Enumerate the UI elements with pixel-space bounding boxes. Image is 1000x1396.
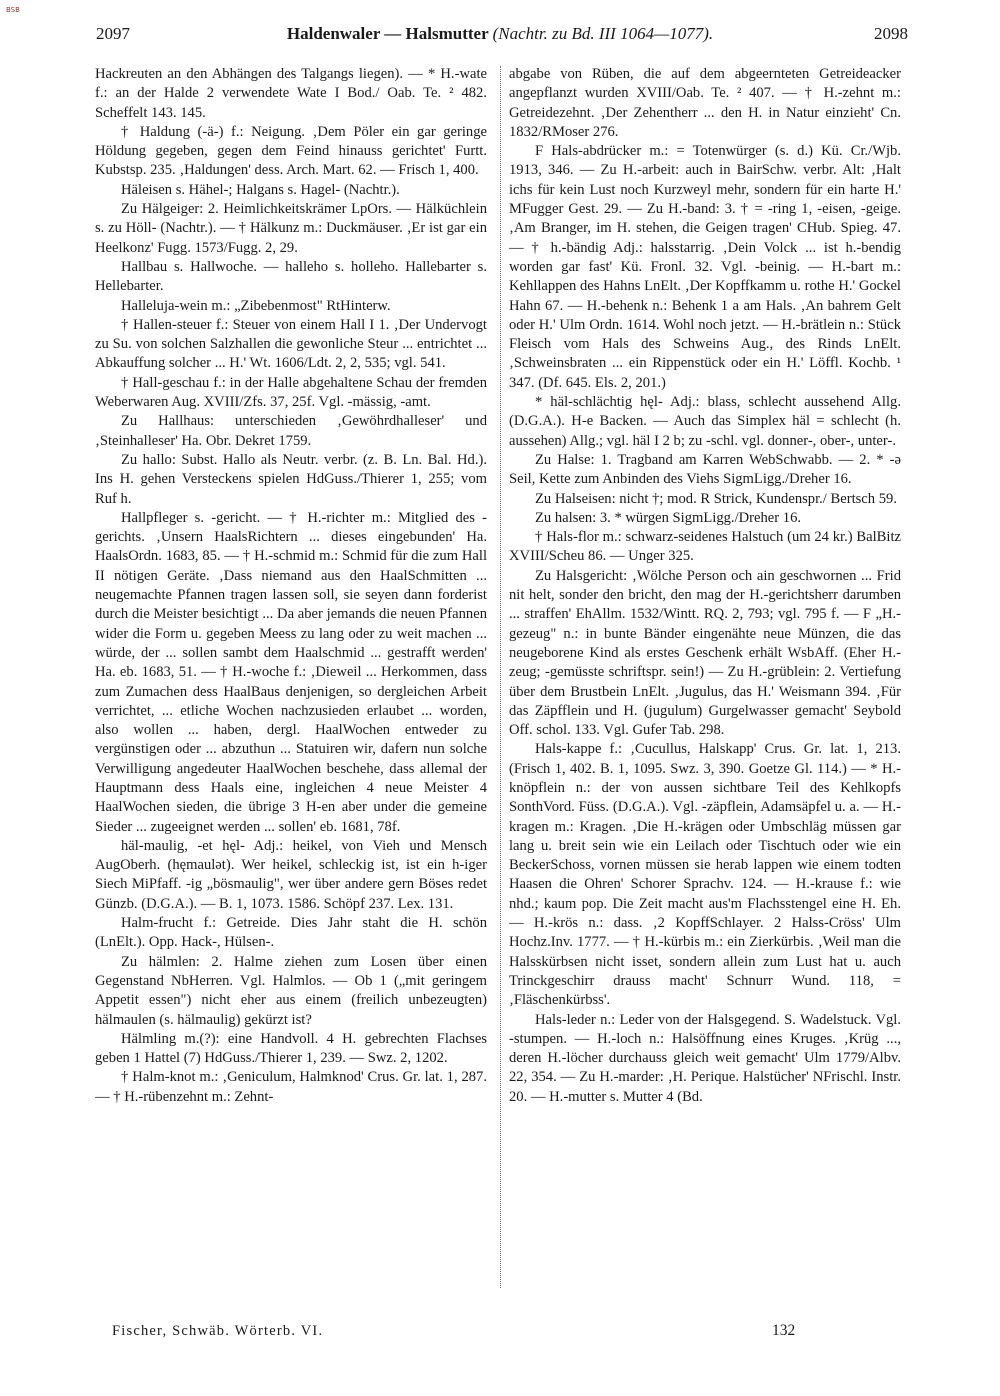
entry: Zu Halse: 1. Tragband am Karren WebSchwabb. — 2. * -ə Seil, Kette zum Anbinden des Viehs SigmLigg./Dreher 16.	[509, 451, 901, 488]
entry: Zu Hälgeiger: 2. Heimlichkeitskrämer LpOrs. — Hälküchlein s. zu Höll- (Nachtr.). — † Hälkunz m.: Duckmäuser. ‚Er ist gar ein Heelkonz' Fugg. 1573/Fugg. 2, 29.	[95, 201, 487, 256]
column-divider	[500, 66, 501, 1288]
entry: † Haldung (-ä-) f.: Neigung. ‚Dem Pöler ein gar geringe Höldung gegeben, gegen dem Feind hinauss gerichtet' Furtt. Kubstsp. 235. ‚Haldungen' dess. Arch. Mart. 62. — Frisch 1, 400.	[95, 123, 487, 179]
entry: * häl-schlächtig hęl- Adj.: blass, schlecht aussehend Allg. (D.G.A.). H-e Backen. — Auch das Simplex häl = schlecht (h. aussehen) Allg.; vgl. häl I 2 b; zu -schl. vgl. donner-, ober-, unter-.	[509, 394, 901, 449]
entry: Zu Halseisen: nicht †; mod. R Strick, Kundenspr./ Bertsch 59.	[535, 490, 897, 507]
page-number-left: 2097	[96, 24, 130, 43]
entry: abgabe von Rüben, die auf dem abgeernteten Getreideacker angepflanzt wurden XVIII/Oab. Te. ² 407. — † H.-zehnt m.: Getreidezehnt. ‚Der Zehentherr ... den H. in Natur einzieht' Cn. 1832/RMoser 276.	[509, 66, 901, 140]
entry: Halleluja-wein m.: „Zibebenmost" RtHinterw.	[121, 297, 391, 314]
entry: Hackreuten an den Abhängen des Talgangs liegen). — * H.-wate f.: an der Halde 2 verwendete Wate I Bod./ Oab. Te. ² 482. Scheffelt 143. 145.	[95, 66, 487, 121]
entry: Halm-frucht f.: Getreide. Dies Jahr staht die H. schön (LnElt.). Opp. Hack-, Hülsen-.	[95, 915, 487, 951]
entry: Zu halsen: 3. * würgen SigmLigg./Dreher 16.	[535, 509, 802, 526]
entry: Hals-leder n.: Leder von der Halsgegend. S. Wadelstuck. Vgl. -stumpen. — H.-loch n.: Halsöffnung eines Kruges. ‚Krüg ..., deren H.-löcher durchauss gleich weit gemacht' Ulm 1779/Albv. 22, 354. — Zu H.-marder: ‚H. Perique. Halstücher' NFrischl. Instr. 20. — H.-mutter s. Mutter 4 (Bd.	[509, 1011, 901, 1105]
entry: F Hals-abdrücker m.: = Totenwürger (s. d.) Kü. Cr./Wjb. 1913, 346. — Zu H.-arbeit: auch in BairSchw. verbr. Alt: ‚Halt ichs für kein Lust noch Kurzweyl mehr, sondern für ein harte H.' MFugger Gest. 29. — Zu H.-band: 3. † = -ring 1, -eisen, -geige. ‚Am Branger, im H. stehen, die Geigen tragen' CHub. Spieg. 47. — † h.-bändig Adj.: halsstarrig. ‚Dein Volck ... ist h.-bendig worden gar fast' Kü. Fronl. 32. Vgl. -beinig. — H.-bart m.: Kehllappen des Hahns LnElt. ‚Der Kopffkamm u. rothe H.' Gockel Hahn 67. — H.-behenk n.: Behenk 1 a am Hals. ‚An bahrem Gelt oder H.' Ulm Ordn. 1614. Wohl noch jetzt. — H.-brätlein n.: Stück Fleisch vom Hals des Schweins Aug., des Rinds LnElt. ‚Schweinsbraten ... ein Rippenstück oder ein H.' Löffl. Kochb. ¹ 347. (Df. 645. Els. 2, 201.)	[509, 143, 901, 391]
entry: Zu hallo: Subst. Hallo als Neutr. verbr. (z. B. Ln. Bal. Hd.). Ins H. gehen Versteckens spielen HdGuss./Thierer 1, 255; vom Ruf h.	[95, 451, 487, 507]
entry: Hallpfleger s. -gericht. — † H.-richter m.: Mitglied des -gerichts. ‚Unsern HaalsRichtern ... dieses eingebunden' Ha. HaalsOrdn. 1683, 85. — † H.-schmid m.: Schmid für die zum Hall II nötigen Geräte. ‚Dass niemand aus den HaalSchmitten ... neugemachte Pfannen tragen lassen soll, sie seyen dann forderist durch die Meister besichtigt ... Da aber jemands die neuen Pfannen wider die Form u. gegeben Meess zu lang oder zu weit machen ... würde, der ... sollen sambt dem Haalschmid ... gestrafft werden' Ha. eb. 1683, 51. — † H.-woche f.: ‚Dieweil ... Herkommen, dass zum Zumachen dess HaalBaus denjenigen, so dergleichen Arbeit verrichtet, ... etliche Wochen nachzusieden erlaubet ... worden, also wollen ... haben, dergl. HaalWochen entweder zu vergünstigen oder ... abzuthun ... Statuiren wir, dafern nun solche Verwilligung angedeuter HaalWochen beschehe, dass allemal der Hauptmann dess Haals eine, ingleichen 4 neue Meister 4 HaalWochen sieden, die übrige 3 H-en aber under die gemeine Sieder ... zugeeignet werden ... sollen' eb. 1681, 78f.	[95, 509, 487, 835]
entry: † Hallen-steuer f.: Steuer von einem Hall I 1. ‚Der Undervogt zu Su. von solchen Salzhallen die gewonliche Steur ... entrichtet ... Abkauffung solcher ... H.' Wt. 1606/Ldt. 2, 2, 535; vgl. 541.	[95, 316, 487, 372]
entry: † Hall-geschau f.: in der Halle abgehaltene Schau der fremden Weberwaren Aug. XVIII/Zfs. 37, 25f. Vgl. -mässig, -amt.	[95, 374, 487, 411]
footer-source: Fischer, Schwäb. Wörterb. VI.	[112, 1323, 324, 1339]
library-stamp: BSB	[6, 6, 20, 14]
running-title	[0, 24, 1000, 44]
page-number-right: 2098	[874, 24, 908, 43]
entry: Zu Halsgericht: ‚Wölche Person och ain geschwornen ... Frid nit helt, sonder den bricht, den mag der H.-gerichtsherr darumben ... straffen' EhAllm. 1532/Wintt. RQ. 2, 793; vgl. 795 f. — F „H.-gezeug" n.: in bunte Bänder eingenähte neue Münzen, die das neugeborene Kind als erstes Geschenk erhält WsbAff. (Eher H.-zeug; -gemüsste schriftspr. sein!) — Zu H.-grüblein: 2. Vertiefung über dem Brustbein LnElt. ‚Jugulus, das H.' Weismann 394. ‚Für das Zäpfflein und H. (jugulum) Gurgelwasser gemacht' Seybold Off. schol. 133. Vgl. Gufer Tab. 298.	[509, 567, 901, 739]
entry: Häleisen s. Hähel-; Halgans s. Hagel- (Nachtr.).	[121, 181, 400, 198]
running-title-note: (Nachtr. zu Bd. III 1064—1077).	[492, 24, 714, 43]
running-title-main: Haldenwaler — Halsmutter	[286, 24, 489, 43]
entry: † Halm-knot m.: ‚Geniculum, Halmknod' Crus. Gr. lat. 1, 287. — † H.-rübenzehnt m.: Zehnt-	[95, 1069, 487, 1105]
sheet-number: 132	[772, 1322, 796, 1339]
entry: Hals-kappe f.: ‚Cucullus, Halskapp' Crus. Gr. lat. 1, 213. (Frisch 1, 402. B. 1, 1095. Swz. 3, 390. Goetze Gl. 114.) — * H.-knöpflein n.: der von aussen sichtbare Teil des Kehlkopfs SonthVord. Füss. (D.G.A.). Vgl. -zäpflein, Adamsäpfel u. a. — H.-kragen m.: Kragen. ‚Die H.-krägen oder Umbschläg müssen gar lang u. breit sein wie ein Leilach oder Tischtuch oder wie ein BeckerSchoss, vornen müssen sie herab lappen wie einem todten Haasen die Ohren' Schorer Sprachv. 124. — H.-krause f.: wie nhd.; kaum pop. Die Zeit macht aus'm Flachsstengel eine H. Eh. — H.-krös n.: dass. ‚2 KopffSchlayer. 2 Halss-Cröss' Ulm Hochz.Inv. 1777. — † H.-kürbis m.: ein Zierkürbis. ‚Weil man die Halsskürbsen nicht isset, sondern allein zum Lust hat u. auch Trinckgeschirr drauss macht' Schnurr Wund. 118, = ‚Fläschenkürbss'.	[509, 741, 901, 1009]
entry: häl-maulig, -et hęl- Adj.: heikel, von Vieh und Mensch AugOberh. (hęmaulət). Wer heikel, schleckig ist, ist ein h-iger Siech MiPfaff. -ig „bösmaulig", wer über andere gern Böses redet Günzb. (D.G.A.). — B. 1, 1073. 1586. Schöpf 237. Lex. 131.	[95, 837, 487, 912]
entry: Zu hälmlen: 2. Halme ziehen zum Losen über einen Gegenstand NbHerren. Vgl. Halmlos. — Ob 1 („mit geringem Appetit essen") nicht eher aus einem (freilich unbezeugten) hälmaulen (s. hälmaulig) gekürzt ist?	[95, 953, 487, 1028]
entry: † Hals-flor m.: schwarz-seidenes Halstuch (um 24 kr.) BalBitz XVIII/Scheu 86. — Unger 325.	[509, 529, 901, 565]
entry: Hallbau s. Hallwoche. — halleho s. holleho. Hallebarter s. Hellebarter.	[95, 258, 487, 295]
left-column	[95, 65, 487, 1107]
entry: Hälmling m.(?): eine Handvoll. 4 H. gebrechten Flachses geben 1 Hattel (7) HdGuss./Thierer 1, 239. — Swz. 2, 1202.	[95, 1030, 487, 1067]
right-column	[509, 65, 901, 1107]
entry: Zu Hallhaus: unterschieden ‚Gewöhrdhalleser' und ‚Steinhalleser' Ha. Obr. Dekret 1759.	[95, 413, 487, 449]
